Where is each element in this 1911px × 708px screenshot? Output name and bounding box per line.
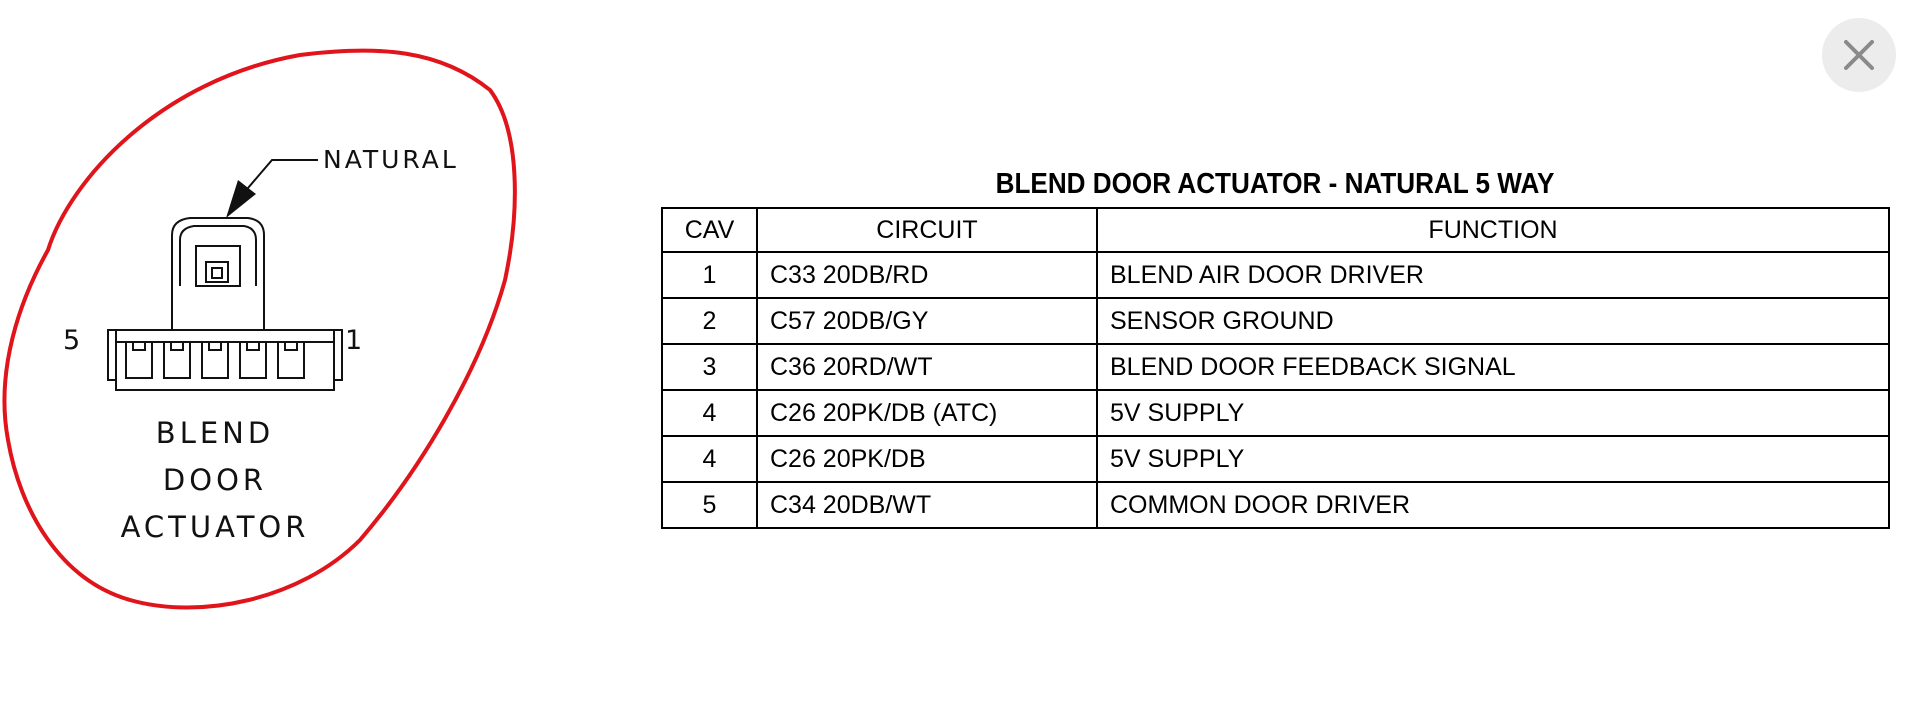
table-row bbox=[662, 436, 1889, 482]
component-name bbox=[90, 410, 340, 551]
table-row bbox=[662, 482, 1889, 528]
component-name-line: BLEND bbox=[155, 416, 275, 450]
cell-cav: 2 bbox=[662, 298, 757, 344]
table-title: BLEND DOOR ACTUATOR - NATURAL 5 WAY bbox=[995, 168, 1555, 200]
cell-function: 5V SUPPLY bbox=[1097, 436, 1889, 482]
cell-cav: 1 bbox=[662, 252, 757, 298]
table-row bbox=[662, 252, 1889, 298]
cell-circuit: C57 20DB/GY bbox=[757, 298, 1097, 344]
header-circuit: CIRCUIT bbox=[757, 208, 1097, 252]
cell-function: BLEND DOOR FEEDBACK SIGNAL bbox=[1097, 344, 1889, 390]
cell-circuit: C26 20PK/DB bbox=[757, 436, 1097, 482]
close-button[interactable] bbox=[1822, 18, 1896, 92]
cell-function: 5V SUPPLY bbox=[1097, 390, 1889, 436]
natural-pointer-label: NATURAL bbox=[323, 145, 459, 174]
cell-circuit: C33 20DB/RD bbox=[757, 252, 1097, 298]
cell-cav: 4 bbox=[662, 390, 757, 436]
cell-function: SENSOR GROUND bbox=[1097, 298, 1889, 344]
pinout-table bbox=[661, 207, 1890, 529]
cell-cav: 5 bbox=[662, 482, 757, 528]
cell-circuit: C26 20PK/DB (ATC) bbox=[757, 390, 1097, 436]
cell-function: BLEND AIR DOOR DRIVER bbox=[1097, 252, 1889, 298]
cell-cav: 3 bbox=[662, 344, 757, 390]
cell-circuit: C36 20RD/WT bbox=[757, 344, 1097, 390]
table-row bbox=[662, 298, 1889, 344]
cell-function: COMMON DOOR DRIVER bbox=[1097, 482, 1889, 528]
table-row bbox=[662, 344, 1889, 390]
table-row bbox=[662, 390, 1889, 436]
pin-1-label: 1 bbox=[345, 325, 363, 356]
cell-cav: 4 bbox=[662, 436, 757, 482]
table-header-row bbox=[662, 208, 1889, 252]
close-icon bbox=[1842, 38, 1876, 72]
component-name-line: ACTUATOR bbox=[120, 510, 310, 544]
cell-circuit: C34 20DB/WT bbox=[757, 482, 1097, 528]
pin-5-label: 5 bbox=[63, 325, 81, 356]
component-name-line: DOOR bbox=[162, 463, 268, 497]
connector-diagram bbox=[0, 40, 530, 630]
header-function: FUNCTION bbox=[1097, 208, 1889, 252]
header-cav: CAV bbox=[662, 208, 757, 252]
